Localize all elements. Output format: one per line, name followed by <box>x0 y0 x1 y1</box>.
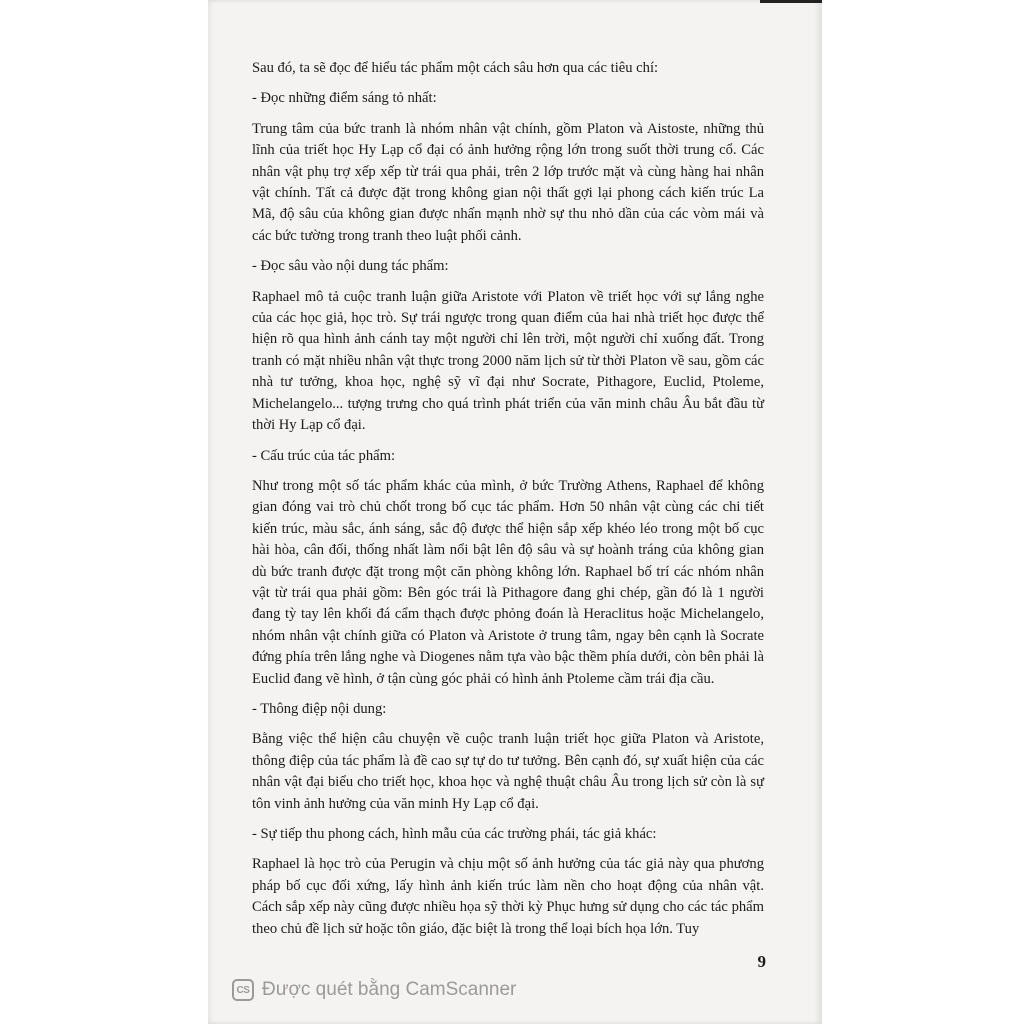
section-paragraph: Bằng việc thể hiện câu chuyện về cuộc tranh luận triết học giữa Platon và Aristote, thông điệp của tác phẩm là đề cao sự tự do tư tưởng. Bên cạnh đó, sự xuất hiện của các nhân vật đại biểu cho triết học, khoa học và nghệ thuật châu Âu trong lịch sử còn là sự tôn vinh ảnh hưởng của văn minh Hy Lạp cổ đại. <box>252 731 764 812</box>
section-paragraph: Raphael là học trò của Perugin và chịu một số ảnh hưởng của tác giả này qua phương pháp bố cục đối xứng, lấy hình ảnh kiến trúc làm nền cho hoạt động của nhân vật. Cách sắp xếp này cũng được nhiều họa sỹ thời kỳ Phục hưng sử dụng cho các tác phẩm theo chủ đề lịch sử hoặc tôn giáo, đặc biệt là trong thể loại bích họa lớn. Tuy <box>252 856 764 937</box>
watermark-text: Được quét bằng CamScanner <box>262 979 517 1000</box>
page-text <box>252 58 764 949</box>
camscanner-logo-icon: CS <box>232 979 254 1001</box>
camscanner-watermark <box>232 976 516 1004</box>
page-number: 9 <box>757 952 766 971</box>
section-heading: - Đọc sâu vào nội dung tác phẩm: <box>252 258 449 275</box>
page-edge-mark <box>760 0 822 10</box>
section-heading: - Sự tiếp thu phong cách, hình mẫu của các trường phái, tác giả khác: <box>252 826 657 842</box>
section-heading: - Đọc những điểm sáng tỏ nhất: <box>252 90 437 107</box>
section-paragraph: Như trong một số tác phẩm khác của mình, ở bức Trường Athens, Raphael để không gian đóng vai trò chủ chốt trong bố cục tác phẩm. Hơn 50 nhân vật cùng các chi tiết kiến trúc, màu sắc, ánh sáng, sắc độ được thể hiện sắp xếp khéo léo trong một bố cục hài hòa, cân đối, thống nhất làm nổi bật lên độ sâu và sự hoành tráng của không gian dù bức tranh được đặt trong một căn phòng không lớn. Raphael bố trí các nhóm nhân vật từ trái qua phải gồm: Bên góc trái là Pithagore đang ghi chép, gần đó là 1 người đang tỳ tay lên khối đá cẩm thạch được phỏng đoán là Heraclitus hoặc Michelangelo, nhóm nhân vật chính giữa có Platon và Aristote ở trung tâm, ngay bên cạnh là Socrate đứng phía trên lắng nghe và Diogenes nằm tựa vào bậc thềm phía dưới, còn bên phải là Euclid đang vẽ hình, ở tận cùng góc phải có hình ảnh Ptoleme cầm trái địa cầu. <box>252 477 764 687</box>
intro-paragraph: Sau đó, ta sẽ đọc để hiểu tác phẩm một cách sâu hơn qua các tiêu chí: <box>252 60 659 76</box>
section-paragraph: Raphael mô tả cuộc tranh luận giữa Aristote với Platon về triết học với sự lắng nghe của các học giả, học trò. Sự trái ngược trong quan điểm của hai nhà triết học được thể hiện rõ qua hình ảnh cánh tay một người chỉ lên trời, một người chỉ xuống đất. Trong tranh có mặt nhiều nhân vật thực trong 2000 năm lịch sử từ thời Platon về sau, gồm các nhà tư tưởng, khoa học, nghệ sỹ vĩ đại như Socrate, Pithagore, Euclid, Ptoleme, Michelangelo... tượng trưng cho quá trình phát triển của văn minh châu Âu bắt đầu từ thời Hy Lạp cổ đại. <box>252 288 764 434</box>
section-paragraph: Trung tâm của bức tranh là nhóm nhân vật chính, gồm Platon và Aistoste, những thủ lĩnh của triết học Hy Lạp cổ đại có ảnh hưởng rộng lớn trong suốt thời trung cổ. Các nhân vật phụ trợ xếp xếp từ trái qua phải, trên 2 lớp trước mặt và cùng hàng hai nhân vật chính. Tất cả được đặt trong không gian nội thất gợi lại phong cách kiến trúc La Mã, độ sâu của không gian được nhấn mạnh nhờ sự thu nhỏ dần của các vòm mái và các bức tường trong tranh theo luật phối cảnh. <box>252 120 764 244</box>
section-heading: - Cấu trúc của tác phẩm: <box>252 447 396 464</box>
section-heading: - Thông điệp nội dung: <box>252 700 387 717</box>
